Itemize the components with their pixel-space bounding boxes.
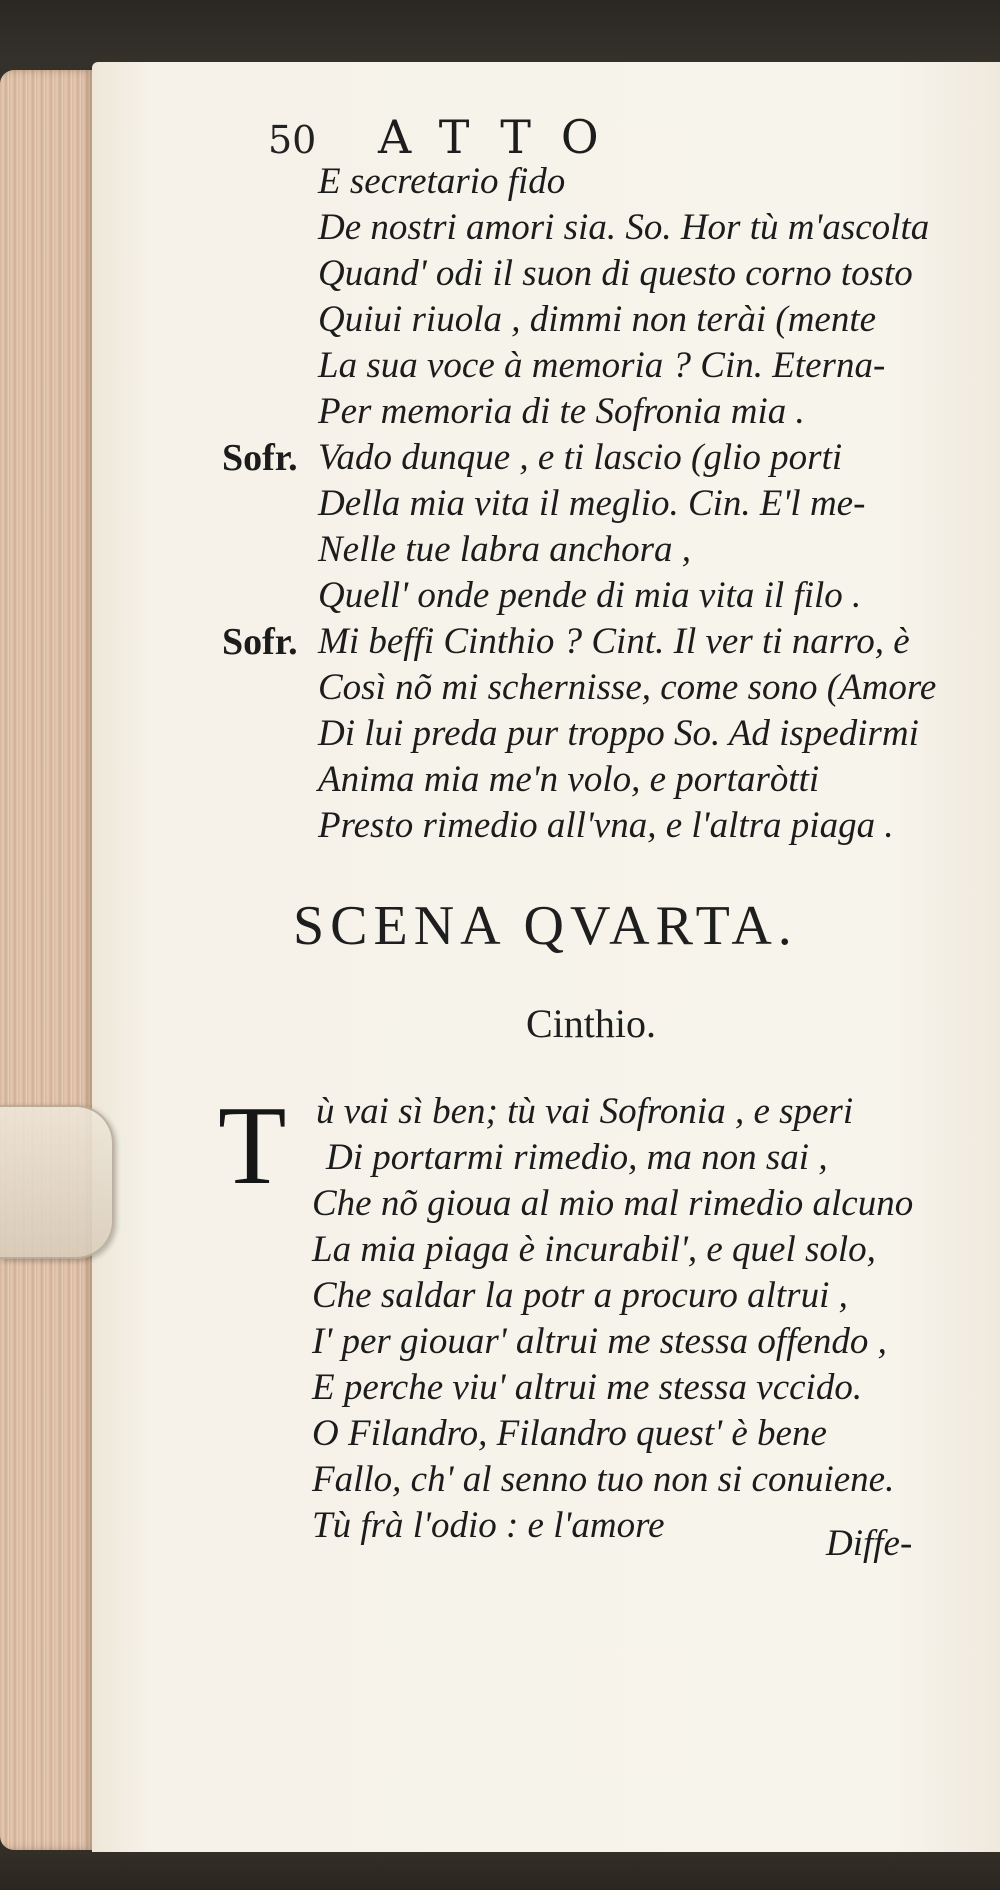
- text-line: Per memoria di te Sofronia mia .: [318, 391, 805, 432]
- speaker-label: Sofr.: [222, 437, 298, 479]
- text-line: Mi beffi Cinthio ? Cint. Il ver ti narro, è: [318, 621, 910, 662]
- text-line: La mia piaga è incurabil', e quel solo,: [312, 1229, 876, 1270]
- page-header: [178, 104, 778, 164]
- text-line: Di lui preda pur troppo So. Ad ispedirmi: [318, 713, 919, 754]
- text-line: De nostri amori sia. So. Hor tù m'ascolta: [318, 207, 930, 248]
- text-line: Anima mia me'n volo, e portaròtti: [318, 759, 820, 800]
- book-clasp: [0, 1105, 114, 1259]
- speaker-label: Sofr.: [222, 621, 298, 663]
- text-line: Così nõ mi schernisse, come sono (Amore: [318, 667, 937, 708]
- text-line: E perche viu' altrui me stessa vccido.: [312, 1367, 863, 1408]
- text-line: Quand' odi il suon di questo corno tosto: [318, 253, 913, 294]
- text-line: Quiui riuola , dimmi non terài (mente: [318, 299, 877, 340]
- text-line: Fallo, ch' al senno tuo non si conuiene.: [312, 1459, 895, 1500]
- text-line: ù vai sì ben; tù vai Sofronia , e speri: [316, 1091, 854, 1132]
- text-line: Che nõ gioua al mio mal rimedio alcuno: [312, 1183, 914, 1224]
- catchword: Diffe-: [826, 1523, 913, 1564]
- text-line: Quell' onde pende di mia vita il filo .: [318, 575, 862, 616]
- text-line: Della mia vita il meglio. Cin. E'l me-: [318, 483, 866, 524]
- drop-cap: T: [218, 1084, 287, 1208]
- page-number: 50: [268, 118, 317, 162]
- running-title: ATTO: [378, 110, 629, 164]
- text-line: Tù frà l'odio : e l'amore: [312, 1505, 665, 1546]
- text-line: La sua voce à memoria ? Cin. Eterna-: [318, 345, 886, 386]
- book-fore-edge: [0, 70, 95, 1850]
- text-line: Che saldar la potr a procuro altrui ,: [312, 1275, 848, 1316]
- text-line: Vado dunque , e ti lascio (glio porti: [318, 437, 843, 478]
- text-line: O Filandro, Filandro quest' è bene: [312, 1413, 827, 1454]
- text-line: Presto rimedio all'vna, e l'altra piaga .: [318, 805, 894, 846]
- text-line: E secretario fido: [318, 161, 566, 202]
- character-name: Cinthio.: [526, 1001, 657, 1046]
- scene-heading: SCENA QVARTA.: [293, 895, 798, 957]
- text-line: Di portarmi rimedio, ma non sai ,: [326, 1137, 828, 1178]
- text-line: I' per giouar' altrui me stessa offendo ,: [312, 1321, 887, 1362]
- text-line: Nelle tue labra anchora ,: [318, 529, 692, 570]
